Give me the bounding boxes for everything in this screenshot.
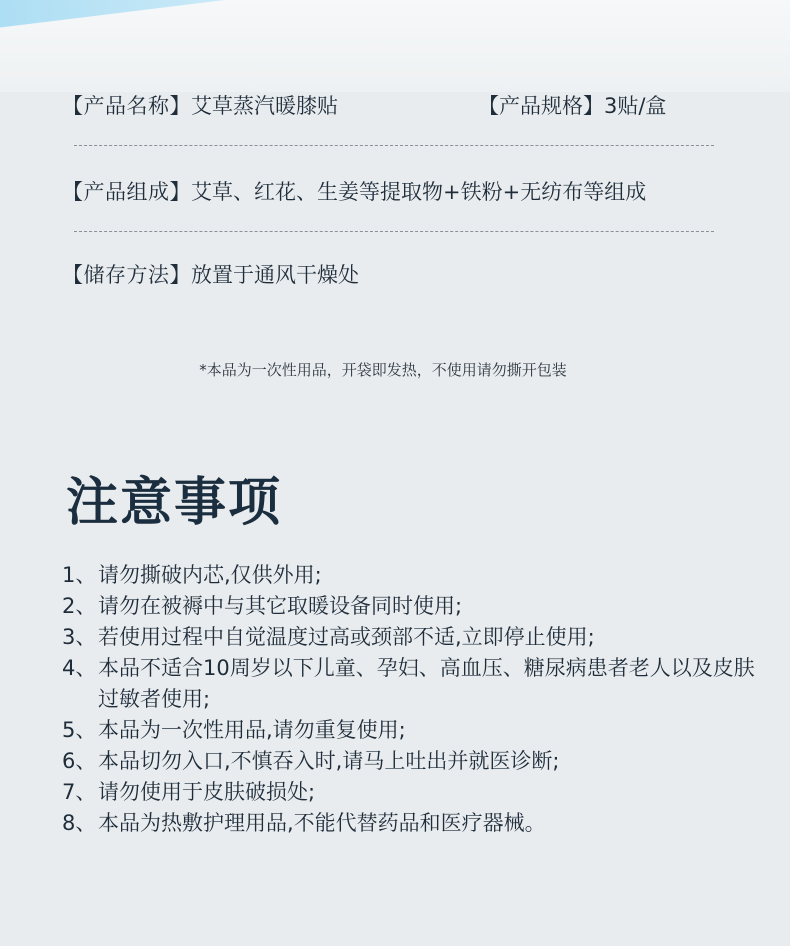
product-composition-row bbox=[62, 178, 646, 206]
item-number: 7、 bbox=[62, 780, 97, 804]
dashed-divider bbox=[74, 231, 714, 232]
product-spec-value: 3贴/盒 bbox=[604, 94, 667, 118]
list-item bbox=[62, 777, 770, 808]
item-number: 3、 bbox=[62, 625, 97, 649]
storage-method-value: 放置于通风干燥处 bbox=[191, 263, 359, 287]
precautions-list bbox=[62, 560, 770, 839]
product-name-row bbox=[62, 92, 338, 120]
product-name-label: 【产品名称】 bbox=[62, 94, 191, 118]
item-number: 6、 bbox=[62, 749, 97, 773]
storage-method-row bbox=[62, 261, 359, 289]
storage-method-label: 【储存方法】 bbox=[62, 263, 191, 287]
list-item bbox=[62, 808, 770, 839]
product-spec-label: 【产品规格】 bbox=[478, 94, 604, 118]
item-number: 2、 bbox=[62, 594, 97, 618]
dashed-divider bbox=[74, 145, 714, 146]
list-item bbox=[62, 560, 770, 591]
item-number: 1、 bbox=[62, 563, 97, 587]
usage-note: *本品为一次性用品，开袋即发热，不使用请勿撕开包装 bbox=[199, 361, 567, 379]
item-text: 本品切勿入口,不慎吞入时,请马上吐出并就医诊断; bbox=[98, 749, 560, 773]
item-text: 请勿撕破内芯,仅供外用; bbox=[98, 563, 322, 587]
product-name-value: 艾草蒸汽暖膝贴 bbox=[191, 94, 338, 118]
product-spec-row bbox=[478, 92, 666, 120]
item-number: 8、 bbox=[62, 811, 97, 835]
list-item bbox=[62, 622, 770, 653]
item-text: 本品不适合10周岁以下儿童、孕妇、高血压、糖尿病患者老人以及皮肤过敏者使用; bbox=[98, 656, 755, 711]
item-text: 本品为一次性用品,请勿重复使用; bbox=[98, 718, 406, 742]
product-composition-label: 【产品组成】 bbox=[62, 180, 191, 204]
list-item bbox=[62, 653, 770, 715]
item-text: 若使用过程中自觉温度过高或颈部不适,立即停止使用; bbox=[98, 625, 595, 649]
list-item bbox=[62, 591, 770, 622]
list-item bbox=[62, 715, 770, 746]
list-item bbox=[62, 746, 770, 777]
top-banner bbox=[0, 0, 790, 92]
item-number: 4、 bbox=[62, 656, 97, 680]
item-text: 请勿在被褥中与其它取暖设备同时使用; bbox=[98, 594, 463, 618]
item-text: 本品为热敷护理用品,不能代替药品和医疗器械。 bbox=[98, 811, 546, 835]
section-heading: 注意事项 bbox=[66, 473, 283, 533]
item-number: 5、 bbox=[62, 718, 97, 742]
item-text: 请勿使用于皮肤破损处; bbox=[98, 780, 316, 804]
decorative-stripe bbox=[0, 0, 484, 32]
product-composition-value: 艾草、红花、生姜等提取物+铁粉+无纺布等组成 bbox=[191, 180, 647, 204]
